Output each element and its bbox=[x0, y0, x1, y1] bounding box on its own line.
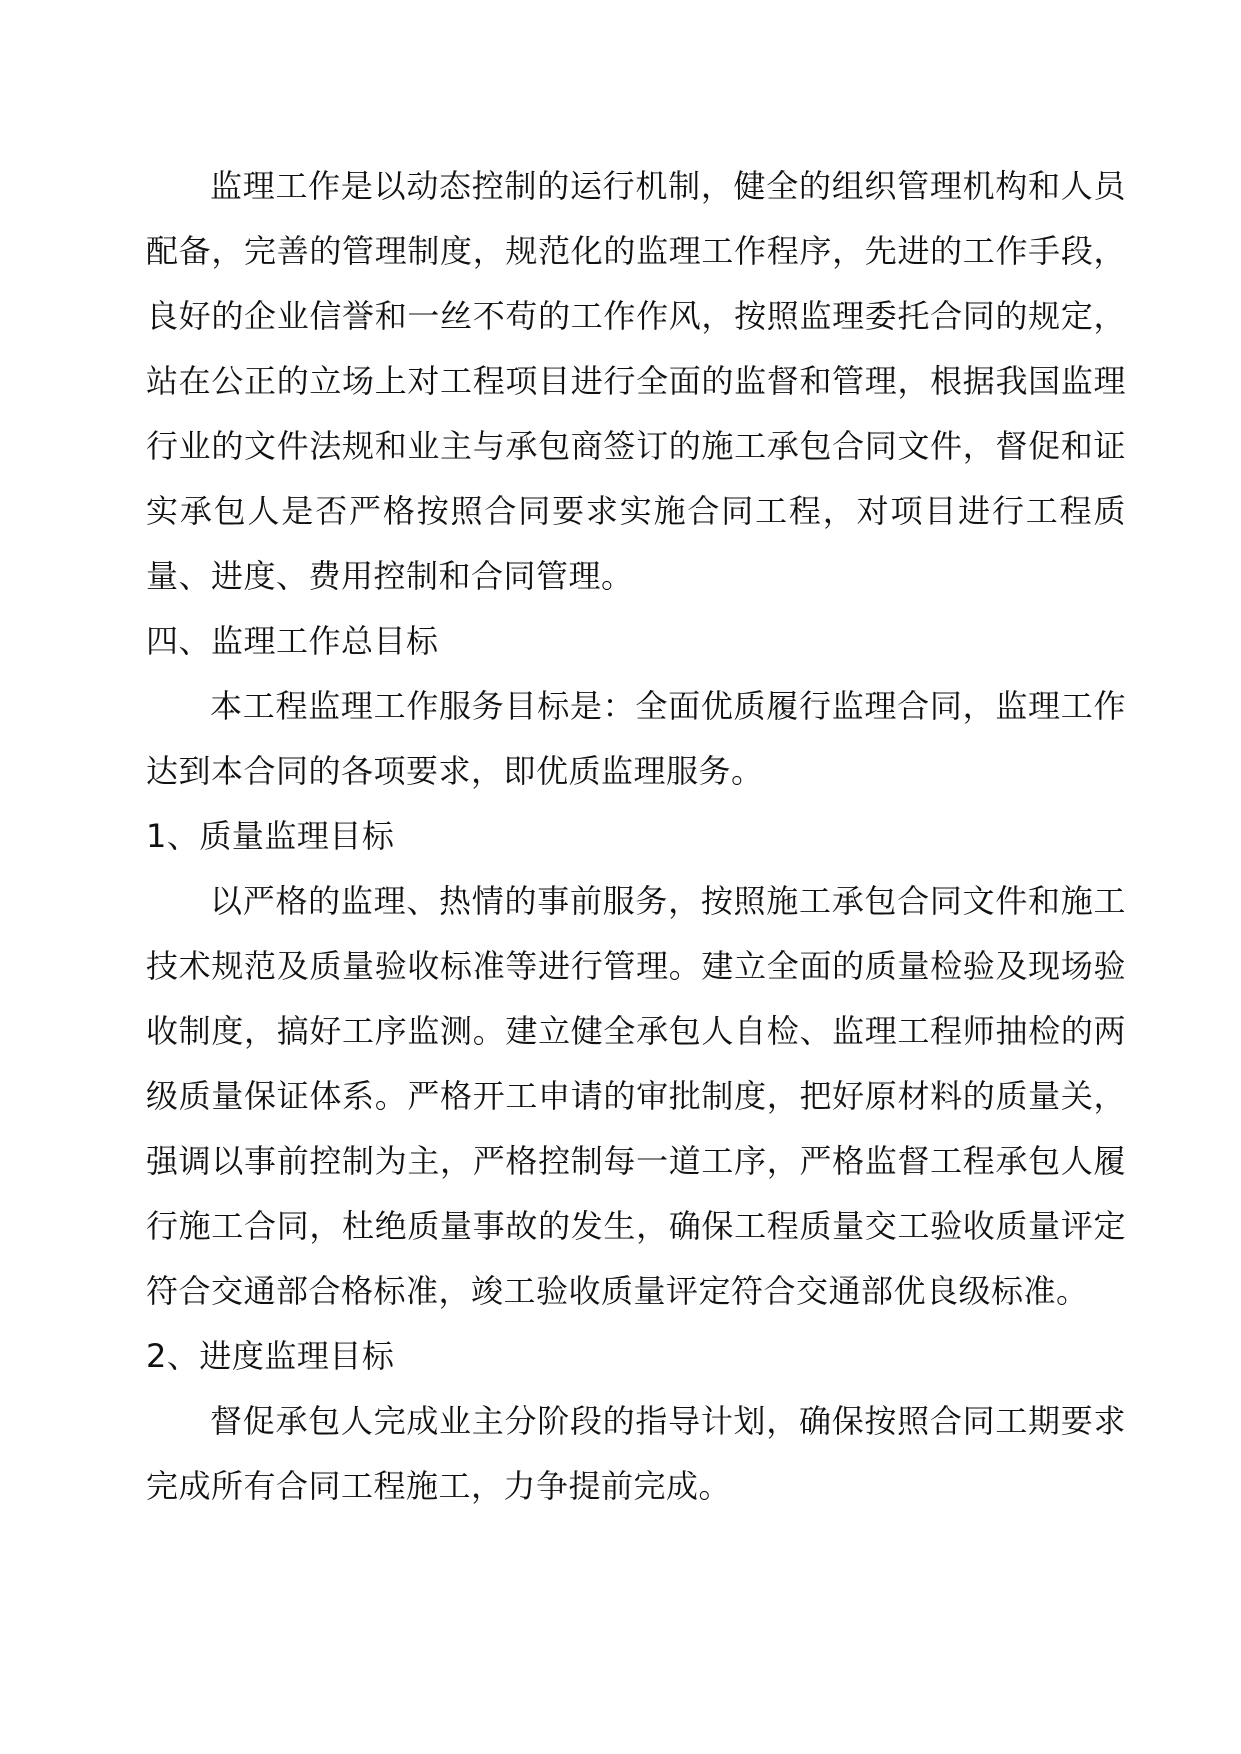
paragraph-schedule-goal: 督促承包人完成业主分阶段的指导计划，确保按照合同工期要求完成所有合同工程施工，力争提前完成。 bbox=[146, 1402, 1126, 1505]
paragraph-quality-goal: 以严格的监理、热情的事前服务，按照施工承包合同文件和施工技术规范及质量验收标准等进行管理。建立全面的质量检验及现场验收制度，搞好工序监测。建立健全承包人自检、监理工程师抽检的两级质量保证体系。严格开工申请的审批制度，把好原材料的质量关，强调以事前控制为主，严格控制每一道工序，严格监督工程承包人履行施工合同，杜绝质量事故的发生，确保工程质量交工验收质量评定符合交通部合格标准，竣工验收质量评定符合交通部优良级标准。 bbox=[146, 882, 1126, 1310]
heading-quality-goal: 1、质量监理目标 bbox=[146, 817, 395, 855]
paragraph-service-goal: 本工程监理工作服务目标是：全面优质履行监理合同，监理工作达到本合同的各项要求，即优质监理服务。 bbox=[146, 687, 1126, 790]
heading-schedule-goal: 2、进度监理目标 bbox=[146, 1337, 395, 1375]
heading-overall-goal: 四、监理工作总目标 bbox=[146, 622, 439, 660]
paragraph-supervision-mechanism: 监理工作是以动态控制的运行机制，健全的组织管理机构和人员配备，完善的管理制度，规范化的监理工作程序，先进的工作手段，良好的企业信誉和一丝不苟的工作作风，按照监理委托合同的规定，站在公正的立场上对工程项目进行全面的监督和管理，根据我国监理行业的文件法规和业主与承包商签订的施工承包合同文件，督促和证实承包人是否严格按照合同要求实施合同工程，对项目进行工程质量、进度、费用控制和合同管理。 bbox=[146, 167, 1126, 595]
document-body bbox=[146, 154, 1126, 1519]
